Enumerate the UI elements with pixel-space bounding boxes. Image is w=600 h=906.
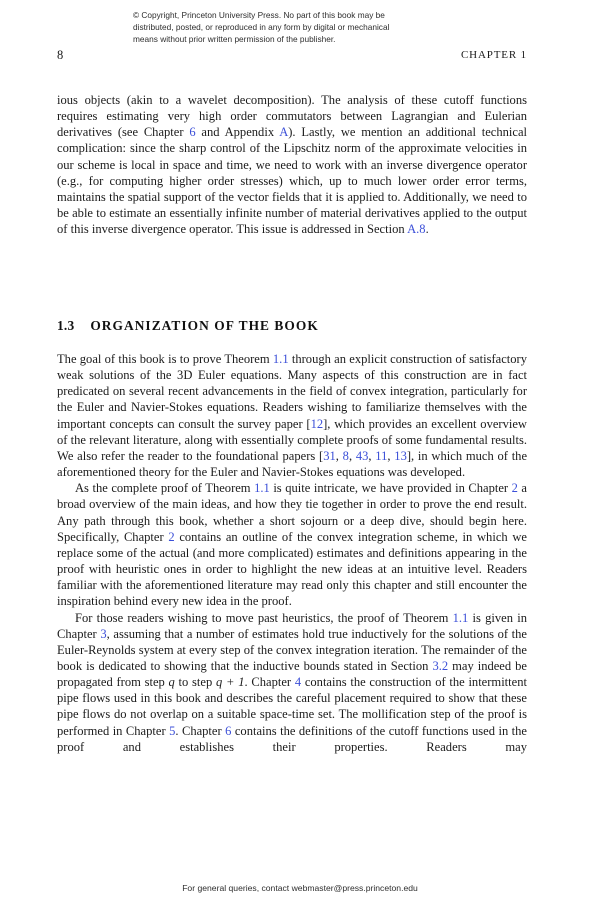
paragraph-3-text-c: a broad overview of the main ideas, and how they tie together in order to prove the end result. Any path through this book, whether a short sojourn or a deep dive, should begin here. Specifically, Chapter [57, 481, 528, 544]
paragraph-4-text-a: For those readers wishing to move past heuristics, the proof of Theorem [75, 610, 453, 625]
body-column-bottom [57, 351, 527, 771]
link-chapter-4[interactable]: 4 [294, 675, 302, 690]
link-citation-13[interactable]: 13 [394, 448, 407, 463]
link-section-3-2[interactable]: 3.2 [432, 658, 449, 673]
paragraph-1-text-d: . [425, 222, 429, 237]
paragraph-2-text-a: The goal of this book is to prove Theorem [57, 352, 273, 366]
link-theorem-1-1-b[interactable]: 1.1 [254, 481, 270, 496]
paragraph-3-text-d: contains an outline of the convex integration scheme, in which we replace some of the actual (and more complicated) estimates and definitions appearing in the proof with heuristic ones in order to highlight the new ideas at an intuitive level. Readers familiar with the aforementioned literature may read only this chapter and still encounter the inspiration behind every new idea in the proof. [57, 529, 527, 609]
page-number: 8 [57, 48, 64, 62]
citation-separator-1: , [335, 448, 343, 463]
paragraph-3-text-a: As the complete proof of Theorem [75, 481, 255, 496]
paragraph-4-text-e: to step [174, 675, 216, 690]
link-chapter-6[interactable]: 6 [189, 125, 196, 140]
paragraph-2-text-d: ], in which much of the aforementioned theory for the Euler and Navier-Stokes equations was developed. [57, 448, 528, 480]
paragraph-2-text-c: ], which provides an excellent overview of the relevant literature, along with essentially complete proofs of some fundamental results. We also refer the reader to the foundational papers [ [57, 416, 527, 463]
citation-separator-4: , [387, 448, 395, 463]
math-expression-q-plus-1: q + 1 [216, 675, 245, 690]
paragraph-4-text-b: is given in Chapter [57, 610, 527, 641]
page-footer [0, 883, 600, 893]
section-number: 1.3 [57, 318, 75, 333]
copyright-line-3: means without prior written permission of the publisher. [133, 34, 336, 45]
paragraph-4-text-d: may indeed be propagated from step [57, 658, 527, 690]
running-head-title: CHAPTER 1 [460, 49, 527, 61]
link-chapter-5[interactable]: 5 [169, 723, 176, 738]
math-variable-q: q [168, 675, 175, 690]
link-appendix-a[interactable]: A [279, 125, 289, 140]
paragraph-2 [57, 351, 527, 480]
footer-text: For general queries, contact webmaster@press.princeton.edu [182, 883, 418, 893]
paragraph-4-text-h: . Chapter [175, 723, 226, 738]
link-citation-8[interactable]: 8 [342, 448, 349, 463]
citation-separator-3: , [368, 448, 376, 463]
body-column-top [57, 92, 527, 237]
paragraph-4-text-c: , assuming that a number of estimates hold true inductively for the solutions of the Euler-Reynolds system at every step of the convex integration iteration. The remainder of the book is dedicated to showing that the inductive bounds stated in Section [57, 626, 527, 673]
paragraph-4 [57, 610, 527, 772]
running-head [57, 48, 527, 64]
link-theorem-1-1-a[interactable]: 1.1 [272, 352, 289, 366]
paragraph-1-text-c: ). Lastly, we mention an additional technical complication: since the sharp control of the Lipschitz norm of the approximate velocities in our scheme is local in space and time, we need to work with an inverse divergence operator (e.g., for computing higher order stresses) which, up to much lower order error terms, maintains the spatial support of the vector fields that it is applied to. Additionally, we need to be able to estimate an essentially infinite number of material derivatives applied to the output of this inverse divergence operator. This issue is addressed in Section [57, 125, 528, 237]
paragraph-4-text-f: . Chapter [244, 675, 295, 690]
citation-separator-2: , [348, 448, 356, 463]
link-chapter-2-b[interactable]: 2 [168, 529, 175, 544]
paragraph-1-text-a: ious objects (akin to a wavelet decomposition). The analysis of these cutoff functions requires estimating very high order commutators between Lagrangian and Eulerian derivatives (see Chapter [57, 93, 527, 140]
link-citation-43[interactable]: 43 [355, 448, 369, 463]
paragraph-continuation [57, 92, 527, 237]
paragraph-4-text-g: contains the construction of the intermittent pipe flows used in this book and describes the careful placement required to show that these pipe flows do not overlap on a suitable space-time set. The mollification step of the proof is performed in Chapter [57, 675, 527, 738]
paragraph-3 [57, 480, 527, 609]
link-citation-31[interactable]: 31 [323, 448, 336, 463]
paragraph-2-text-b: through an explicit construction of satisfactory weak solutions of the 3D Euler equations. Many aspects of this construction are in fact predicated on several recent advancements in the field of convex integration, particularly for the Euler and Navier-Stokes equations. Readers wishing to familiarize themselves with the important concepts can consult the survey paper [ [57, 352, 527, 431]
copyright-line-1: © Copyright, Princeton University Press. No part of this book may be [133, 10, 385, 20]
paragraph-1-text-b: and Appendix [195, 125, 280, 140]
paragraph-4-text-i: contains the definitions of the cutoff functions used in the proof and establishes their properties. Readers may [57, 723, 527, 754]
link-section-a8[interactable]: A.8 [407, 222, 426, 237]
copyright-notice [133, 9, 473, 46]
link-chapter-6-b[interactable]: 6 [225, 723, 232, 738]
paragraph-3-text-b: is quite intricate, we have provided in Chapter [269, 481, 512, 496]
link-citation-12[interactable]: 12 [310, 416, 324, 431]
link-citation-11[interactable]: 11 [375, 448, 388, 463]
link-chapter-3[interactable]: 3 [100, 626, 107, 641]
link-theorem-1-1-c[interactable]: 1.1 [452, 610, 469, 625]
link-chapter-2-a[interactable]: 2 [511, 481, 518, 496]
copyright-line-2: distributed, posted, or reproduced in any form by digital or mechanical [133, 22, 390, 33]
section-heading [57, 318, 319, 334]
section-title: ORGANIZATION OF THE BOOK [90, 318, 319, 333]
